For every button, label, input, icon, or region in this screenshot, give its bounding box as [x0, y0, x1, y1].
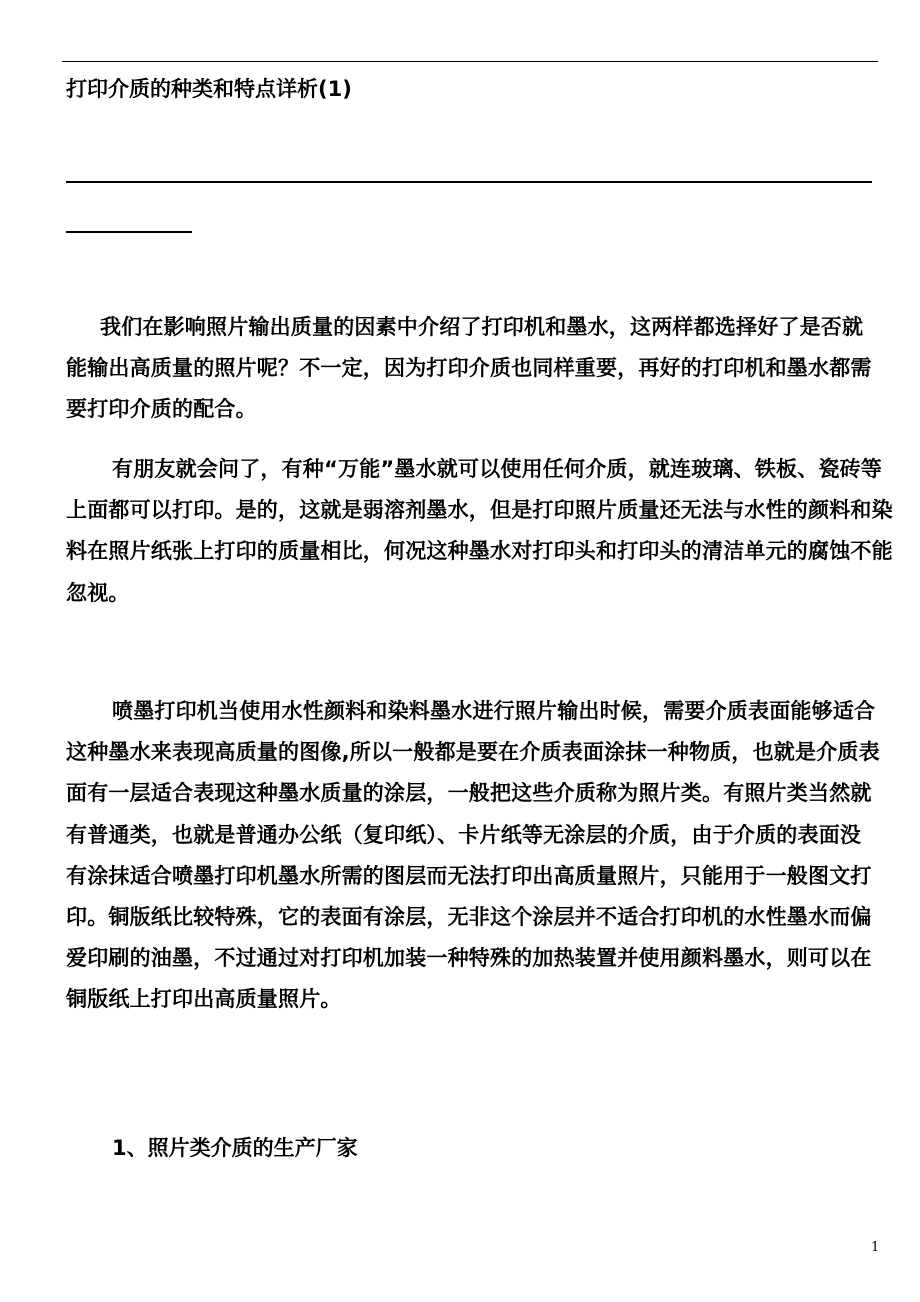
- document-title: 打印介质的种类和特点详析(1): [66, 77, 352, 101]
- paragraph-media-types: 喷墨打印机当使用水性颜料和染料墨水进行照片输出时候，需要介质表面能够适合这种墨水来表现高质量的图像,所以一般都是要在介质表面涂抹一种物质，也就是介质表面有一层适合表现这种墨水质量的涂层，一般把这些介质称为照片类。有照片类当然就有普通类，也就是普通办公纸（复印纸）、卡片纸等无涂层的介质，由于介质的表面没有涂抹适合喷墨打印机墨水所需的图层而无法打印出高质量照片，只能用于一般图文打印。铜版纸比较特殊，它的表面有涂层，无非这个涂层并不适合打印机的水性墨水而偏爱印刷的油墨，不过通过对打印机加装一种特殊的加热装置并使用颜料墨水，则可以在铜版纸上打印出高质量照片。: [66, 699, 880, 1012]
- separator-line-long: [66, 181, 872, 183]
- paragraph-solvent-ink: 有朋友就会问了，有种“万能”墨水就可以使用任何介质，就连玻璃、铁板、瓷砖等上面都可以打印。是的，这就是弱溶剂墨水，但是打印照片质量还无法与水性的颜料和染料在照片纸张上打印的质量相比，何况这种墨水对打印头和打印头的清洁单元的腐蚀不能忽视。: [66, 457, 893, 605]
- header-rule: [62, 61, 878, 62]
- section-heading: 1、照片类介质的生产厂家: [112, 1136, 358, 1160]
- paragraph-intro: 我们在影响照片输出质量的因素中介绍了打印机和墨水，这两样都选择好了是否就能输出高质量的照片呢？不一定，因为打印介质也同样重要，再好的打印机和墨水都需要打印介质的配合。: [66, 315, 872, 422]
- page-number: 1: [871, 1240, 880, 1255]
- separator-line-short: [66, 231, 192, 233]
